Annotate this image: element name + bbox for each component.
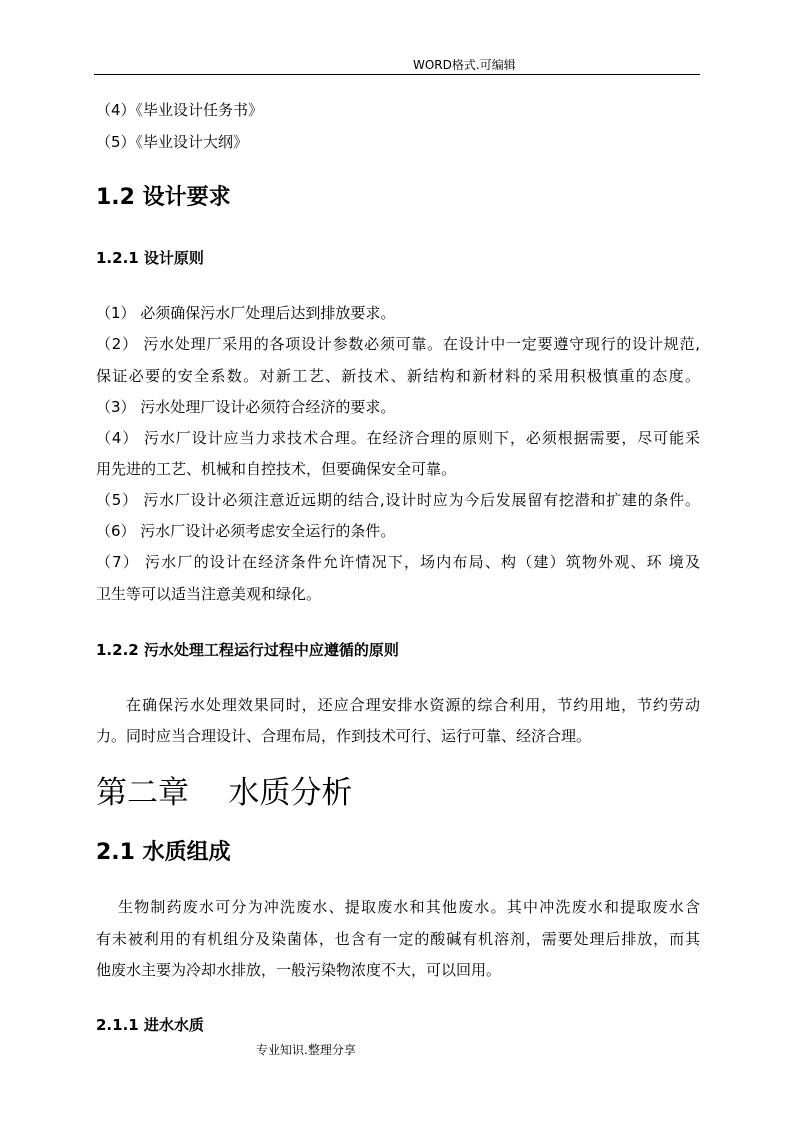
body-paragraph-line: 他废水主要为冷却水排放，一般污染物浓度不大，可以回用。 (96, 961, 502, 979)
principle-line: （6） 污水厂设计必须考虑安全运行的条件。 (96, 522, 396, 540)
principle-line: （3） 污水处理厂设计必须符合经济的要求。 (96, 398, 396, 416)
reference-item: （5）《毕业设计大纲》 (96, 133, 249, 151)
principle-line: （2） 污水处理厂采用的各项设计参数必须可靠。在设计中一定要遵守现行的设计规范, (96, 335, 700, 353)
body-paragraph-line: 有未被利用的有机组分及染菌体，也含有一定的酸碱有机溶剂，需要处理后排放，而其 (96, 930, 700, 948)
page-header: WORD格式.可编辑 (413, 58, 516, 72)
body-paragraph-line: 在确保污水处理效果同时，还应合理安排水资源的综合利用，节约用地，节约劳动 (126, 696, 700, 714)
page-footer: 专业知识.整理分享 (256, 1043, 356, 1057)
body-paragraph-line: 生物制药废水可分为冲洗废水、提取废水和其他废水。其中冲洗废水和提取废水含 (118, 898, 700, 916)
subsection-heading-1-2-2: 1.2.2 污水处理工程运行过程中应遵循的原则 (96, 641, 399, 659)
chapter-title: 第二章 水质分析 (96, 775, 353, 811)
reference-item: （4）《毕业设计任务书》 (96, 101, 264, 119)
principle-line: 卫生等可以适当注意美观和绿化。 (96, 585, 322, 603)
section-heading-2-1: 2.1 水质组成 (96, 840, 231, 865)
body-paragraph-line: 力。同时应当合理设计、合理布局，作到技术可行、运行可靠、经济合理。 (96, 727, 592, 745)
principle-line: （1） 必须确保污水厂处理后达到排放要求。 (96, 304, 396, 322)
principle-line: 用先进的工艺、机械和自控技术，但要确保安全可靠。 (96, 460, 457, 478)
header-rule (94, 74, 700, 75)
principle-line: （7） 污水厂的设计在经济条件允许情况下，场内布局、构（建）筑物外观、环 境及 (96, 553, 700, 571)
section-heading-1-2: 1.2 设计要求 (96, 185, 231, 210)
principle-line: （5） 污水厂设计必须注意近远期的结合,设计时应为今后发展留有挖潜和扩建的条件。 (96, 491, 700, 509)
subsection-heading-2-1-1: 2.1.1 进水水质 (96, 1016, 204, 1034)
subsection-heading-1-2-1: 1.2.1 设计原则 (96, 249, 204, 267)
principle-line: 保证必要的安全系数。对新工艺、新技术、新结构和新材料的采用积极慎重的态度。 (96, 367, 700, 385)
principle-line: （4） 污水厂设计应当力求技术合理。在经济合理的原则下，必须根据需要，尽可能采 (96, 429, 700, 447)
